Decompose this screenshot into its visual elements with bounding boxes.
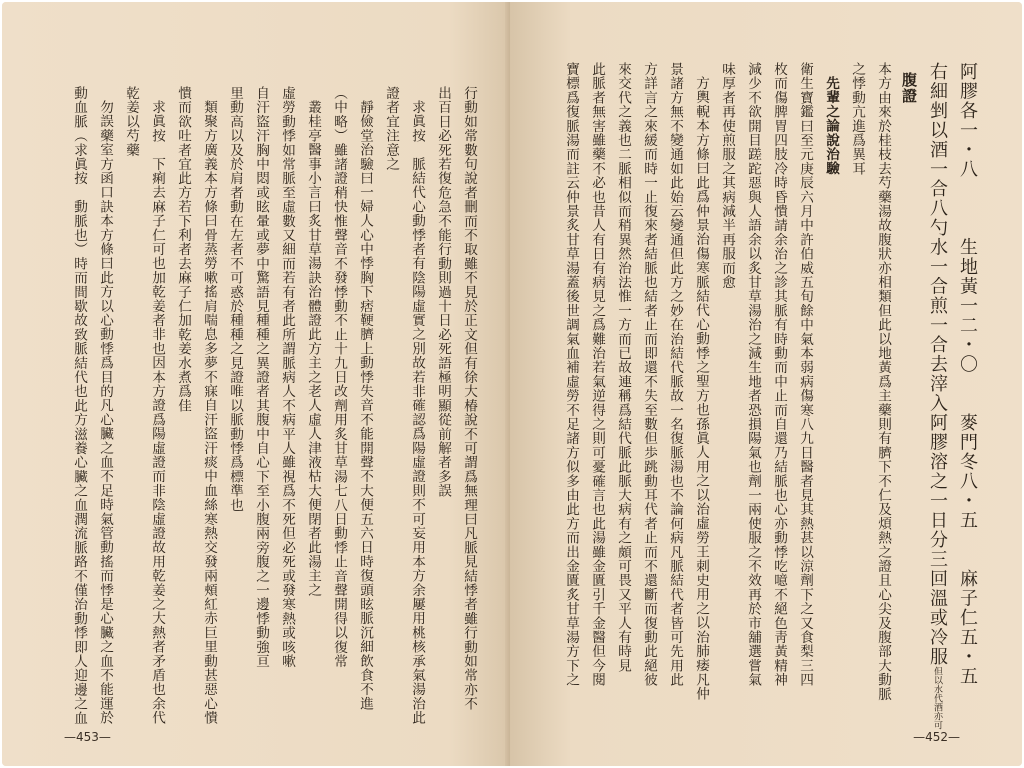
- text-column: 方輿輗本方條曰此爲仲景治傷寒脈結代心動悸之聖方也孫眞人用之以治虛勞王刺史用之以治肺痿凡仲: [693, 76, 709, 701]
- text-column: 虛勞動悸如常脈至虛數又細而若有者此所謂脈病人不病平人雖視爲不死但必死或發寒熱或咳嗽: [279, 86, 295, 669]
- text-column: 來交代之義也二脈相似而稍異然治法惟一方而已故連稱爲結代脈此脈大病有之頗可畏又平人有時見: [615, 62, 631, 673]
- text-column: 寶標爲復脈湯而註云仲景炙甘草湯蓋後世調氣血補虛勞不足諸方似多由此方而出金匱炙甘草湯方下之: [563, 62, 579, 687]
- text-column: 憒而欲吐者宜此方若下利者去麻子仁加乾姜水煮爲佳: [175, 86, 191, 413]
- page-number: —452—: [913, 730, 960, 744]
- text-column: 靜儉堂治驗曰一婦人心中悸胸下痞鞕臍上動悸失音不能開聲不大便五六日時復頭眩脈沉細飲食不進: [357, 100, 373, 711]
- text-column: 類聚方廣義本方條曰骨蒸勞嗽搖肩喘息多夢不寐自汗盜汗痰中血絲寒熱交發兩頰紅赤巨里動甚惡心憒: [201, 100, 217, 725]
- text-column: 求眞按 下痢去麻子仁可也加乾姜者非也因本方證爲陽虛證而非陰虛證故用乾姜之大熱者矛盾也余代: [149, 100, 165, 725]
- text-column: 乾姜以芍藥: [123, 86, 139, 157]
- text-column: 味厚者再使煎服之其病減半再服而愈: [719, 62, 735, 290]
- formula-ingredients: 阿膠各一・八 生地黃一二・〇 麥門冬八・五 麻子仁五・五: [957, 62, 978, 686]
- section-title: 腹證: [900, 72, 918, 104]
- text-column: 動血脈（求眞按 動脈也）時而間歇故致脈結代也此方滋養心臟之血潤流脈路不僅治動悸即人迎邊之血: [71, 86, 87, 725]
- text-column: 叢桂亭醫事小言曰炙甘草湯訣治體證此方主之老人虛人津液枯大便閉者此湯主之: [305, 100, 321, 597]
- left-page-text: [42, 86, 482, 725]
- formula-preparation-note: 但以水代酒亦可: [932, 666, 942, 730]
- text-column: 自汗盜汗胸中悶或眩暈或夢中驚語見種種之異證者其腹中自心下至小腹兩旁腹之一邊悸動強亘: [253, 86, 269, 669]
- text-column: 勿誤藥室方函口訣本方條曰此方以心動悸爲目的凡心臟之血不足時氣管動搖而悸是心臟之血不能運於: [97, 100, 113, 725]
- text-column: 本方由來於桂枝去芍藥湯故腹狀亦相類但此以地黃爲主藥則有臍下不仁及煩熱之證且心尖及腹部大動脈: [875, 62, 891, 701]
- text-column: 求眞按 脈結代心動悸者有陰陽虛實之別故若非確認爲陽虛證則不可妄用本方余屢用桃核承氣湯治此: [409, 100, 425, 725]
- text-column: （中略）雖諸證稍快惟聲音不發悸動不止十九日改劑用炙甘草湯七八日動悸止音聲開得以復常: [331, 86, 347, 669]
- text-column: 出百日必死若復危急不能行動則過十日必死語極明顯從前解者多誤: [435, 86, 451, 498]
- text-column: 方詳言之來緩而時一止復來者結脈也結者止而即還不失至數但歩跳動耳代者止而不還斷而復動此絕彼: [641, 62, 657, 687]
- right-page: [510, 2, 1022, 766]
- left-page: [2, 2, 510, 766]
- text-column: 景諸方無不變通如此始云變通但此方之妙在治結代脈故一名復脈湯也不論何病凡脈結代者皆可先用此: [667, 62, 683, 687]
- right-page-text: [532, 62, 982, 730]
- text-column: 減少不欲開目蹉跎惡與人語余以炙甘草湯治之減生地者恐損陽氣也劑一兩使服之不效再於市舖選嘗氣: [745, 62, 761, 687]
- text-column: 里動高以及於肩者動在左者不可惑於種種之見證唯以脈動悸爲標準也: [227, 86, 243, 512]
- text-column: 之悸動亢進爲異耳: [849, 62, 865, 176]
- formula-preparation: [922, 62, 952, 730]
- text-column: 證者宜注意之: [383, 86, 399, 172]
- text-column: 行動如常數句說者刪而不取雖不見於正文但有徐大椿說不可謂爲無理曰凡脈見結悸者雖行動如常亦不: [461, 86, 477, 711]
- text-column: 此脈者無害雖藥不必也昔人有日有病見之爲難治若氣逆得之則可憂確言也此湯雖金匱引千金醫但今閱: [589, 62, 605, 687]
- page-number: —453—: [64, 730, 111, 744]
- text-column: 枚而傷脾胃四肢冷時昏憒請余治之診其脈有時動而中止而自還乃結脈也心亦動悸吃噫不絕色靑黃精神: [771, 62, 787, 687]
- text-column: 衛生寶鑑曰至元庚辰六月中許伯威五旬餘中氣本弱病傷寒八九日醫者見其熱甚以涼劑下之又食梨三四: [797, 62, 813, 687]
- book-spread: [2, 2, 1022, 766]
- formula-preparation-text: 右細剉以酒一合八勺水一合煎一合去滓入阿膠溶之一日分三回溫或冷服: [927, 62, 948, 667]
- subsection-title: 先輩之論說治驗: [823, 76, 839, 176]
